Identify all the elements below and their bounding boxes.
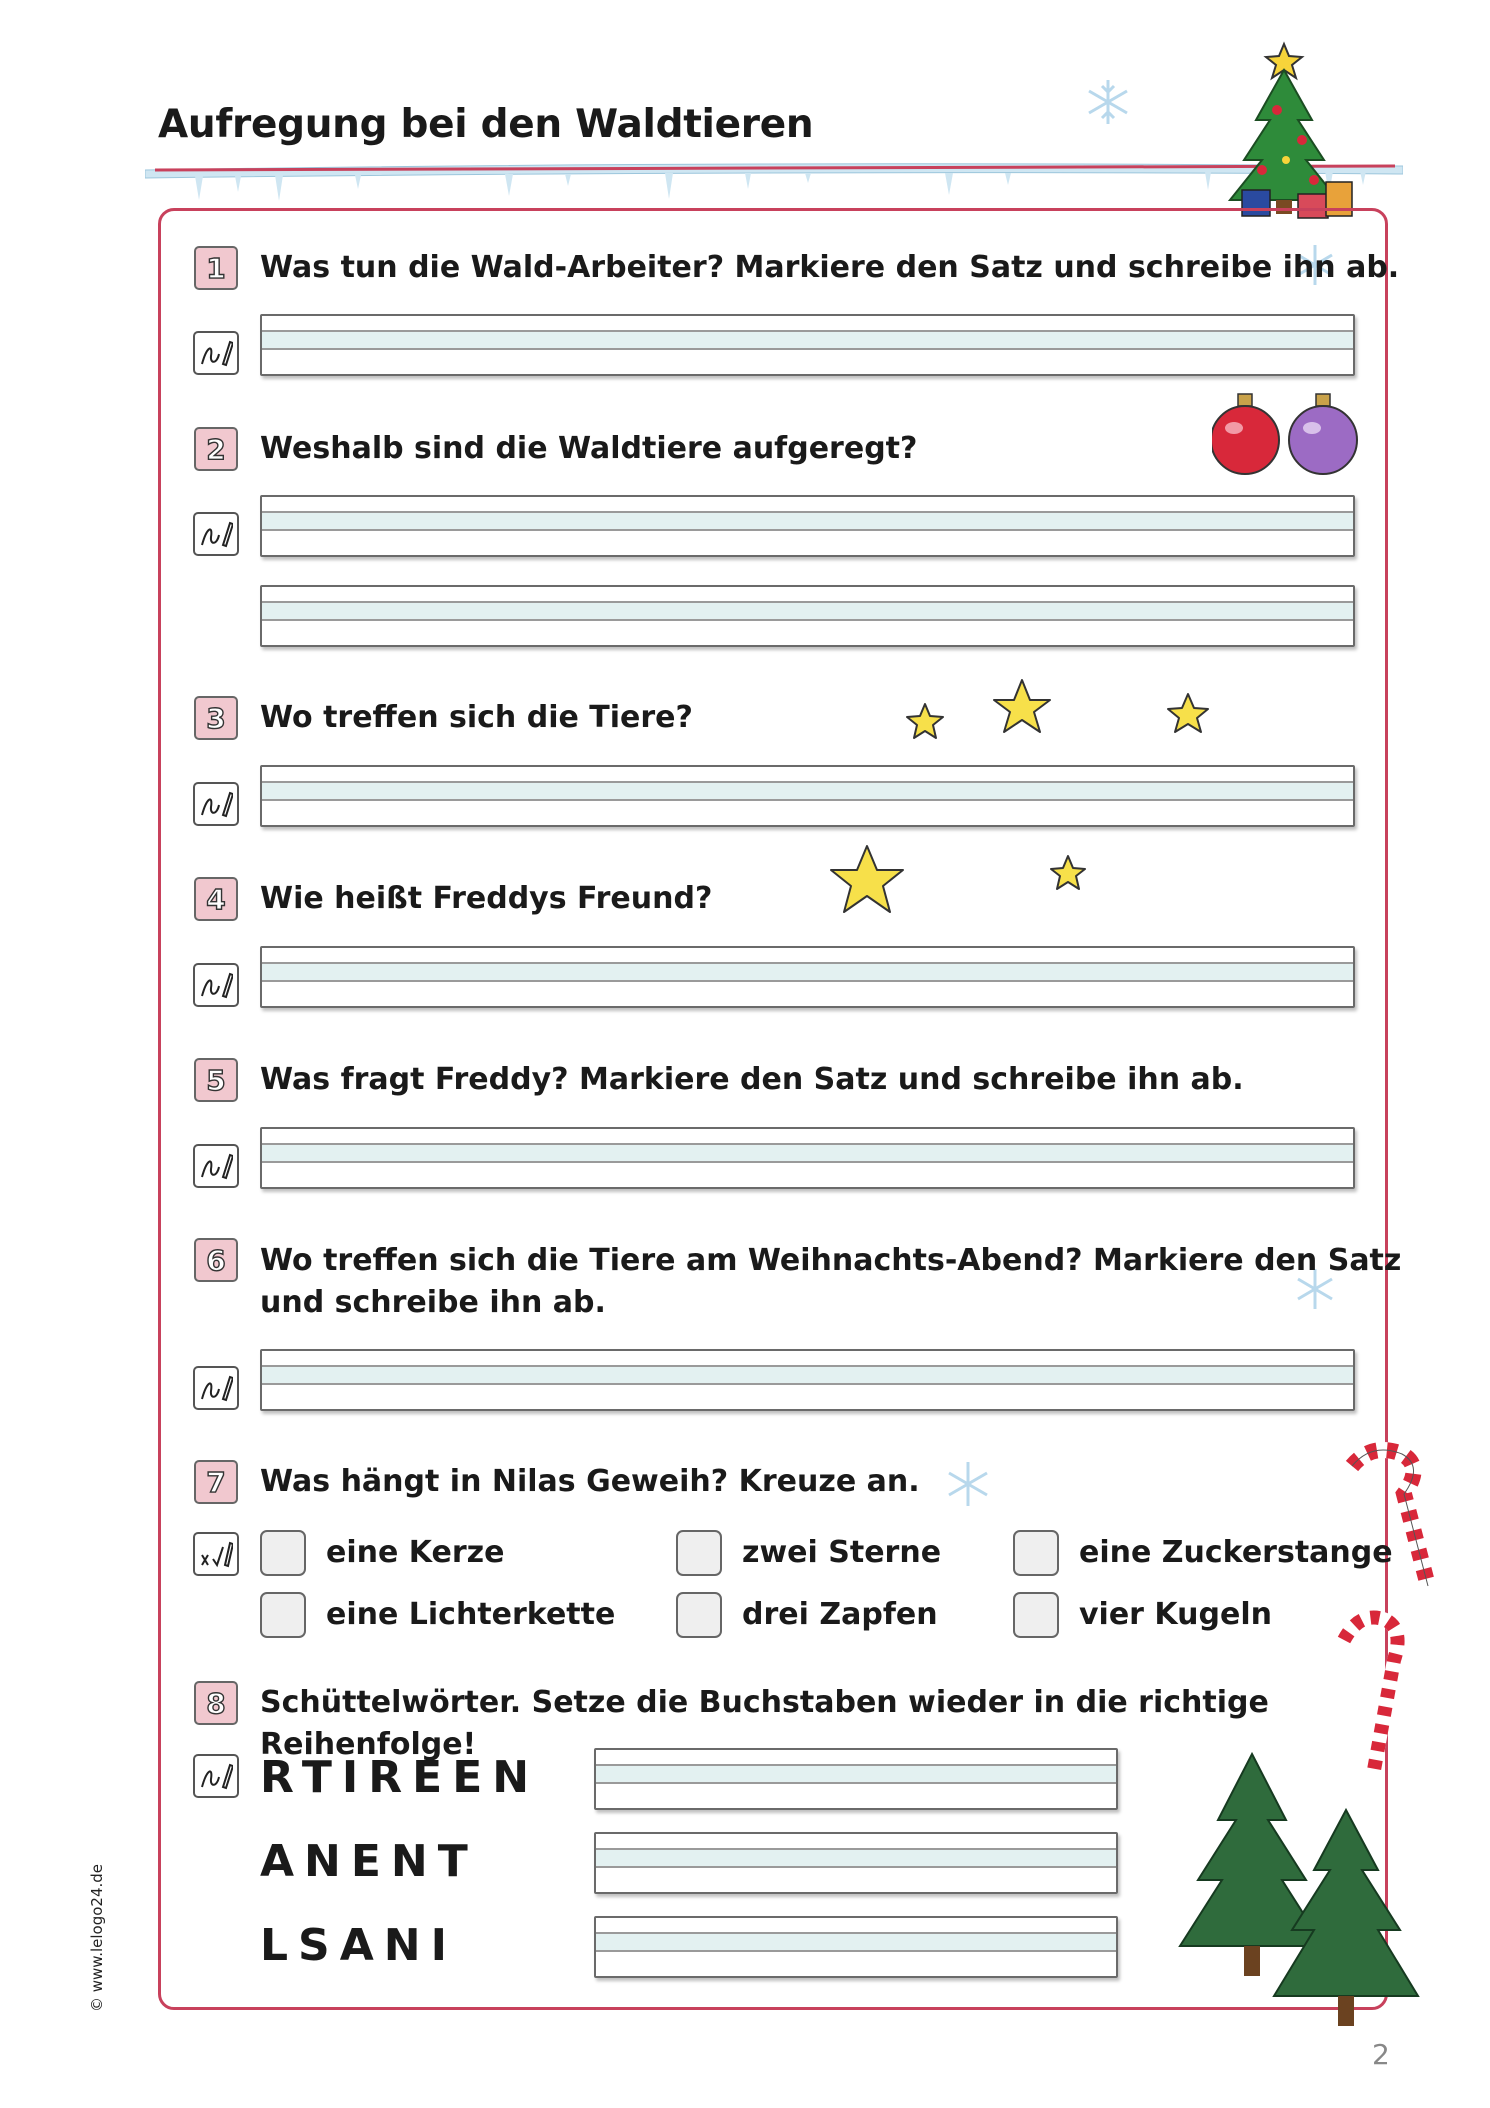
- page-number: 2: [1372, 2038, 1390, 2071]
- scrambled-word: LSANI: [260, 1920, 457, 1971]
- answer-line[interactable]: [260, 314, 1355, 376]
- checkbox-zwei-sterne[interactable]: [676, 1530, 722, 1576]
- page-title: Aufregung bei den Waldtieren: [158, 102, 814, 147]
- question-text: Wie heißt Freddys Freund?: [260, 881, 713, 916]
- answer-line[interactable]: [260, 1127, 1355, 1189]
- question-text: Schüttelwörter. Setze die Buchstaben wieder in die richtige Reihenfolge!: [260, 1685, 1269, 1762]
- answer-line[interactable]: [260, 585, 1355, 647]
- answer-line[interactable]: [594, 1748, 1118, 1810]
- question-text-line-2: und schreibe ihn ab.: [260, 1285, 606, 1320]
- answer-line[interactable]: [594, 1916, 1118, 1978]
- option-label: eine Lichterkette: [326, 1597, 616, 1632]
- pencil-tick-icon: [193, 1532, 239, 1576]
- option-label: drei Zapfen: [742, 1597, 938, 1632]
- question-text: Was hängt in Nilas Geweih? Kreuze an.: [260, 1464, 920, 1499]
- pencil-write-icon: [193, 1754, 239, 1798]
- checkbox-vier-kugeln[interactable]: [1013, 1592, 1059, 1638]
- answer-line[interactable]: [260, 946, 1355, 1008]
- star-icon: [831, 846, 903, 912]
- question-number: 5: [194, 1058, 238, 1102]
- star-icon: [1051, 856, 1085, 889]
- checkbox-eine-lichterkette[interactable]: [260, 1592, 306, 1638]
- checkbox-eine-kerze[interactable]: [260, 1530, 306, 1576]
- answer-line[interactable]: [260, 1349, 1355, 1411]
- option-label: eine Zuckerstange: [1079, 1535, 1393, 1570]
- question-number: 3: [194, 696, 238, 740]
- pencil-write-icon: [193, 963, 239, 1007]
- scrambled-word: ANENT: [260, 1836, 478, 1887]
- checkbox-drei-zapfen[interactable]: [676, 1592, 722, 1638]
- pencil-write-icon: [193, 1366, 239, 1410]
- option-label: vier Kugeln: [1079, 1597, 1272, 1632]
- question-text: Wo treffen sich die Tiere?: [260, 700, 693, 735]
- pencil-write-icon: [193, 782, 239, 826]
- pencil-write-icon: [193, 331, 239, 375]
- checkbox-eine-zuckerstange[interactable]: [1013, 1530, 1059, 1576]
- pencil-write-icon: [193, 512, 239, 556]
- option-label: eine Kerze: [326, 1535, 505, 1570]
- question-text: Was tun die Wald-Arbeiter? Markiere den Satz und schreibe ihn ab.: [260, 250, 1400, 285]
- fir-trees-icon: [1156, 1750, 1436, 2030]
- question-number: 7: [194, 1460, 238, 1504]
- star-icon: [1168, 694, 1208, 732]
- answer-line[interactable]: [260, 495, 1355, 557]
- question-number: 6: [194, 1238, 238, 1282]
- answer-line[interactable]: [260, 765, 1355, 827]
- scrambled-word: RTIREEN: [260, 1752, 540, 1803]
- option-label: zwei Sterne: [742, 1535, 942, 1570]
- question-text: Was fragt Freddy? Markiere den Satz und schreibe ihn ab.: [260, 1062, 1244, 1097]
- answer-line[interactable]: [594, 1832, 1118, 1894]
- pencil-write-icon: [193, 1144, 239, 1188]
- copyright-notice: © www.lelogo24.de: [88, 1863, 106, 2012]
- question-text-line-1: Wo treffen sich die Tiere am Weihnachts-Abend? Markiere den Satz: [260, 1243, 1402, 1278]
- question-number: 2: [194, 427, 238, 471]
- question-text: Weshalb sind die Waldtiere aufgeregt?: [260, 431, 918, 466]
- question-number: 1: [194, 246, 238, 290]
- question-number: 4: [194, 877, 238, 921]
- star-icon: [907, 704, 943, 738]
- question-number: 8: [194, 1681, 238, 1725]
- star-icon: [994, 680, 1050, 732]
